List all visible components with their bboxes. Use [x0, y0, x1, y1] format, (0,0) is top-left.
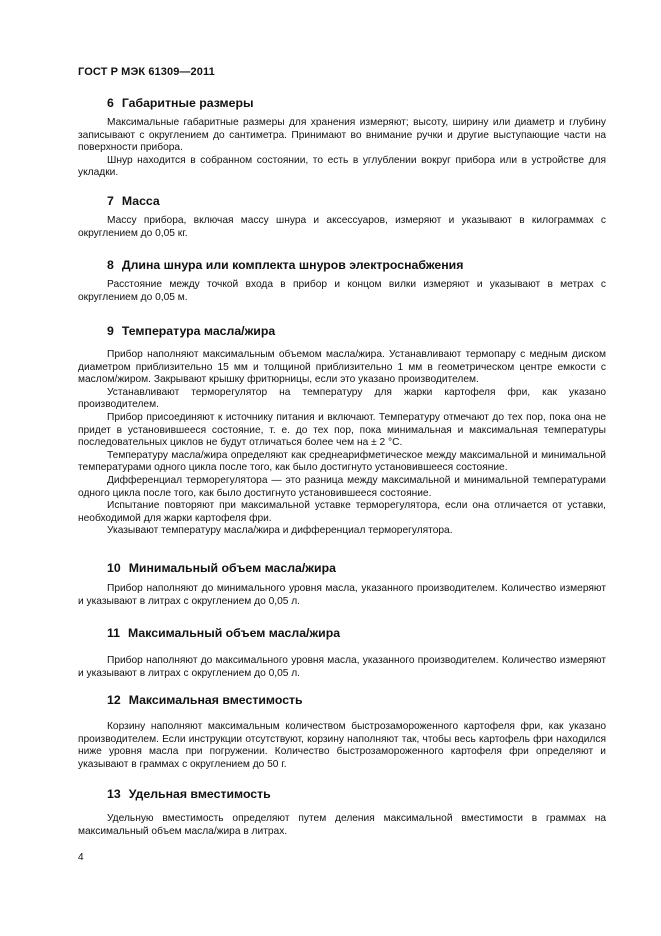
section-title: Минимальный объем масла/жира: [128, 561, 336, 575]
section-12: [78, 693, 606, 771]
paragraph: Указывают температуру масла/жира и дифференциал терморегулятора.: [107, 525, 453, 537]
section-title: Габаритные размеры: [121, 96, 254, 110]
section-heading: [78, 96, 606, 110]
section-number: 8: [107, 258, 114, 272]
paragraph: Массу прибора, включая массу шнура и аксессуаров, измеряют и указывают в килограммах с округлением до 0,05 кг.: [78, 215, 606, 239]
paragraph: Прибор наполняют до максимального уровня масла, указанного производителем. Количество измеряют и указывают в литрах с округлением до 0,05 л.: [78, 655, 606, 679]
paragraph: Прибор присоединяют к источнику питания и включают. Температуру отмечают до тех пор, пока она не придет в установившееся состояние, т. е. до тех пор, пока минимальная и максимальная температуры последовательных циклов не будут отличаться более чем на ± 2 °С.: [78, 411, 606, 449]
section-title: Температура масла/жира: [121, 324, 276, 338]
paragraph: Температуру масла/жира определяют как среднеарифметическое между максимальной и минимальной температурами одного цикла после того, как было достигнуто установившееся состояние.: [78, 449, 606, 474]
section-heading: [78, 626, 606, 640]
page-header-standard-title: ГОСТ Р МЭК 61309—2011: [78, 66, 215, 78]
section-heading: [78, 194, 606, 208]
paragraph: Прибор наполняют максимальным объемом масла/жира. Устанавливают термопару с медным диском диаметром приблизительно 15 мм и толщиной приблизительно 1 мм в геометрическом центре емкости с маслом/жиром. Закрывают крышку фритюрницы, если это указано производителем.: [78, 349, 606, 386]
paragraph: Корзину наполняют максимальным количеством быстрозамороженного картофеля фри, как указано производителем. Если инструкции отсутствуют, корзину наполняют так, чтобы весь картофель фри находился ниже уровня масла при погружении. Количество быстрозамороженного картофеля фри определяют и указывают в граммах с округлением до 50 г.: [78, 721, 606, 770]
paragraph: Шнур находится в собранном состоянии, то есть в углублении вокруг прибора или в устройстве для укладки.: [78, 154, 606, 179]
section-title: Удельная вместимость: [128, 787, 271, 801]
section-heading: [78, 693, 606, 707]
page-number: 4: [78, 852, 84, 863]
section-13: [78, 787, 606, 838]
section-number: 13: [107, 787, 121, 801]
section-7: [78, 194, 606, 240]
section-heading: [78, 561, 606, 575]
section-number: 9: [107, 324, 114, 338]
section-number: 12: [107, 693, 121, 707]
paragraph: Испытание повторяют при максимальной уставке терморегулятора, если она отличается от уставки, необходимой для жарки картофеля фри.: [78, 500, 606, 524]
section-11: [78, 626, 606, 680]
section-10: [78, 561, 606, 608]
section-6: [78, 96, 606, 180]
paragraph: Дифференциал терморегулятора — это разница между максимальной и минимальной температурами одного цикла после того, как было достигнуто установившееся состояние.: [78, 474, 606, 499]
section-9: [78, 324, 606, 538]
section-number: 7: [107, 194, 114, 208]
section-number: 10: [107, 561, 121, 575]
section-heading: [78, 258, 606, 272]
paragraph: Максимальные габаритные размеры для хранения измеряют; высоту, ширину или диаметр и глубину записывают с округлением до сантиметра. Принимают во внимание ручки и другие выступающие части на поверхности прибора.: [78, 117, 606, 154]
section-number: 11: [107, 626, 120, 640]
section-heading: [78, 324, 606, 338]
paragraph: Устанавливают терморегулятор на температуру для жарки картофеля фри, как указано производителем.: [78, 386, 606, 411]
section-title: Максимальный объем масла/жира: [128, 626, 341, 640]
section-8: [78, 258, 606, 304]
paragraph: Прибор наполняют до минимального уровня масла, указанного производителем. Количество измеряют и указывают в литрах с округлением до 0,05 л.: [78, 583, 606, 607]
section-heading: [78, 787, 606, 801]
paragraph: Удельную вместимость определяют путем деления максимальной вместимости в граммах на максимальный объем масла/жира в литрах.: [78, 813, 606, 837]
section-title: Масса: [121, 194, 160, 208]
section-title: Длина шнура или комплекта шнуров электроснабжения: [121, 258, 464, 272]
section-title: Максимальная вместимость: [128, 693, 303, 707]
section-number: 6: [107, 96, 114, 110]
paragraph: Расстояние между точкой входа в прибор и концом вилки измеряют и указывают в метрах с округлением до 0,05 м.: [78, 279, 606, 303]
